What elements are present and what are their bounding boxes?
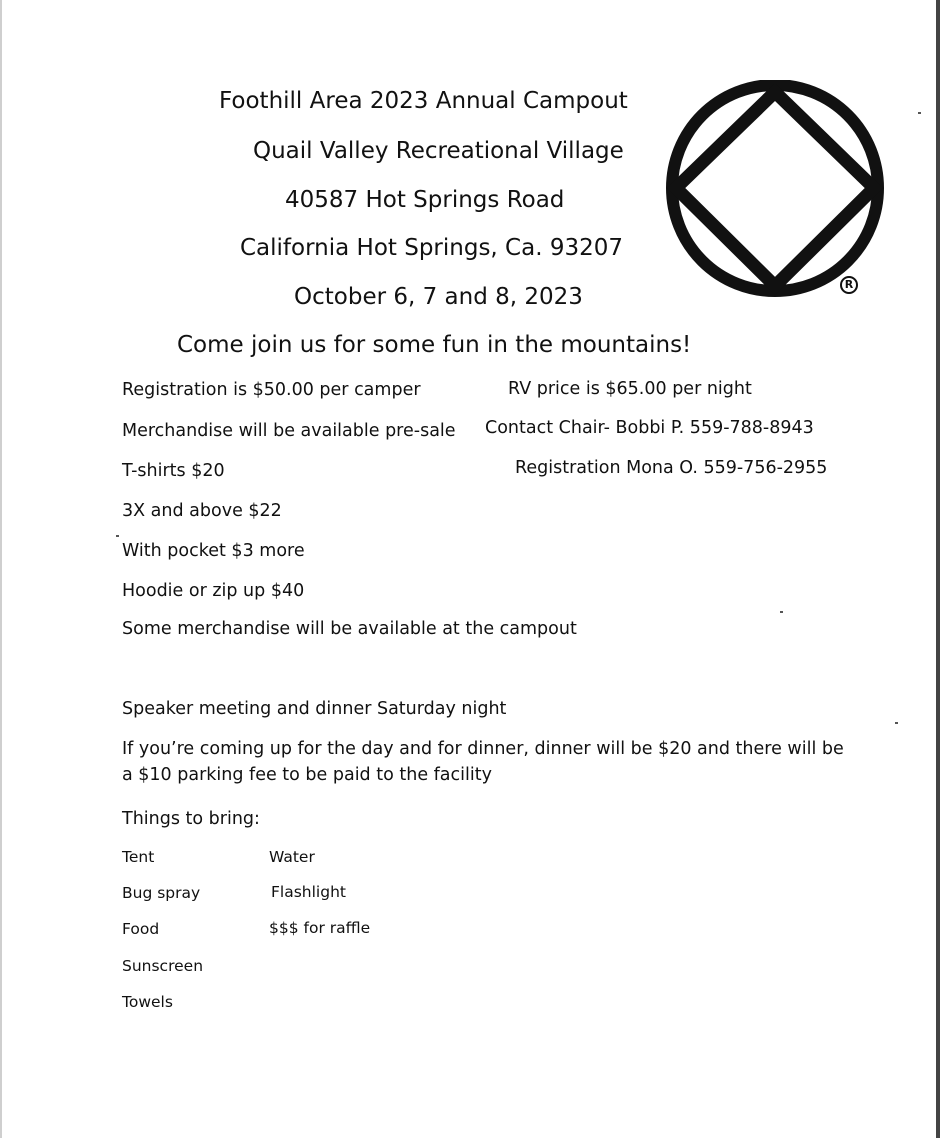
contact-chair: Contact Chair- Bobbi P. 559-788-8943: [485, 418, 814, 438]
rv-price: RV price is $65.00 per night: [508, 379, 752, 399]
merch-at-campout: Some merchandise will be available at the campout: [122, 619, 577, 639]
merch-presale: Merchandise will be available pre-sale: [122, 421, 456, 441]
scan-edge-right: [936, 0, 940, 1138]
street-address: 40587 Hot Springs Road: [285, 187, 565, 213]
speaker-meeting: Speaker meeting and dinner Saturday night: [122, 699, 507, 719]
scan-speck: [780, 611, 783, 613]
registered-mark-icon: R: [840, 276, 858, 294]
tagline: Come join us for some fun in the mountains!: [177, 332, 692, 358]
tshirt-price: T-shirts $20: [122, 461, 225, 481]
bring-item: $$$ for raffle: [269, 919, 371, 937]
registration-price: Registration is $50.00 per camper: [122, 380, 421, 400]
bring-item: Water: [269, 848, 315, 866]
scan-speck: [116, 535, 119, 537]
event-title: Foothill Area 2023 Annual Campout: [219, 88, 628, 114]
bring-item: Tent: [122, 848, 155, 866]
bring-item: Flashlight: [271, 883, 346, 901]
scan-speck: [895, 722, 898, 724]
scan-edge-left: [0, 0, 2, 1138]
city-address: California Hot Springs, Ca. 93207: [240, 235, 623, 261]
scan-speck: [918, 112, 921, 114]
things-to-bring-heading: Things to bring:: [122, 809, 260, 829]
circle-diamond-logo-icon: [664, 80, 888, 300]
bring-item: Bug spray: [122, 884, 201, 902]
day-visitor-note: If you’re coming up for the day and for dinner, dinner will be $20 and there will be a $10 parking fee to be paid to the facility: [122, 739, 844, 785]
xxxl-price: 3X and above $22: [122, 501, 282, 521]
bring-item: Sunscreen: [122, 957, 204, 975]
contact-registration: Registration Mona O. 559-756-2955: [515, 458, 828, 478]
venue-name: Quail Valley Recreational Village: [253, 138, 624, 164]
hoodie-price: Hoodie or zip up $40: [122, 581, 305, 601]
event-dates: October 6, 7 and 8, 2023: [294, 284, 583, 310]
pocket-price: With pocket $3 more: [122, 541, 305, 561]
bring-item: Food: [122, 920, 160, 938]
bring-item: Towels: [122, 993, 173, 1011]
